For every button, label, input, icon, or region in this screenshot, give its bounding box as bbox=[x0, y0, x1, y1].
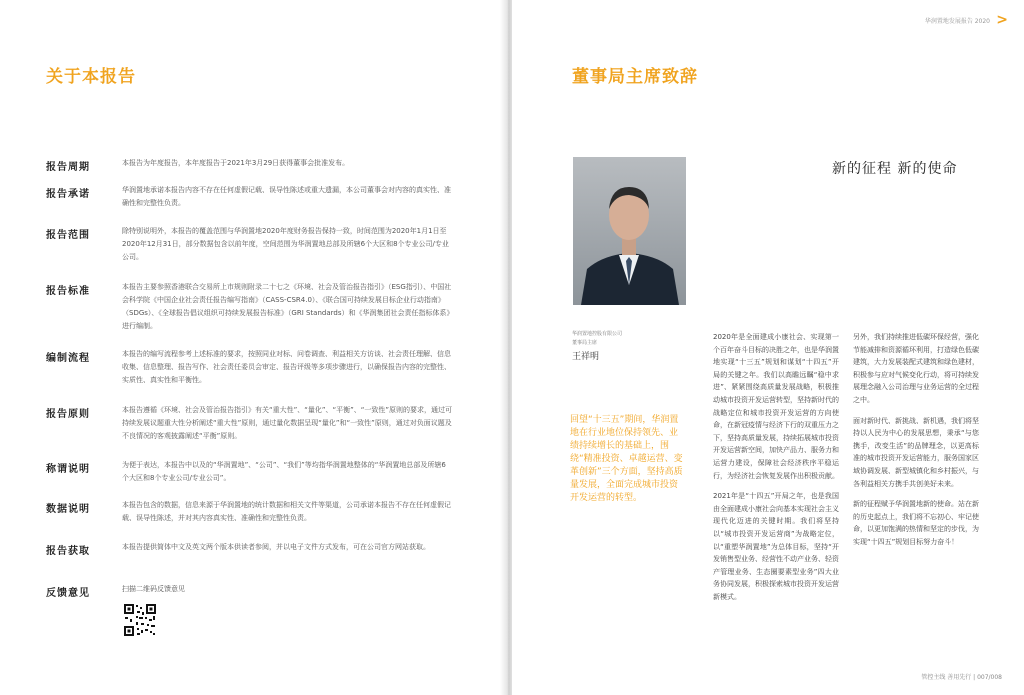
chairman-portrait bbox=[573, 157, 686, 305]
chairman-name: 王祥明 bbox=[572, 352, 600, 362]
row-label-scope: 报告范围 bbox=[46, 230, 90, 241]
row-text-scope: 除特别说明外，本报告的覆盖范围与华润置地2020年度财务报告保持一致，时间范围为2020年1月1日至2020年12月31日，部分数据包含以前年度，空间范围为华润置地总部及所辖6个大区和8个专业公司/专业公司。 bbox=[122, 227, 449, 261]
row-label-commitment: 报告承诺 bbox=[46, 189, 90, 200]
caption-org: 华润置地控股有限公司 bbox=[572, 331, 623, 337]
running-head: 华润置地发展报告 2020 bbox=[924, 18, 990, 25]
slogan: 新的征程 新的使命 bbox=[832, 161, 958, 177]
row-label-standard: 报告标准 bbox=[46, 286, 90, 297]
letter-paragraph: 面对新时代、新挑战、新机遇，我们将坚持以人民为中心的发展思想，秉承“与您携手，改变生活”的品牌理念，以更高标准的城市投资开发运营能力，服务国家区域协调发展、新型城镇化和乡村振兴，与各利益相关方携手共创美好未来。 bbox=[853, 416, 979, 488]
letter-paragraph: 2020年是全面建成小康社会、实现第一个百年奋斗目标的决胜之年，也是华润置地实现“十三五”规划和谋划“十四五”开局的关键之年。我们以高瞻远瞩“稳中求进”、紧紧围绕高质量发展战略，积极推动城市投资开发运营转型，坚持新时代的战略定位和城市投资开发运营的方向使命，在新冠疫情与经济下行的双重压力之下，坚持高质量发展，持续拓展城市投资开发运营新空间，加快产品力、服务力和运营力建设，保障社会经济秩序平稳运行，为经济社会恢复发展作出积极贡献。 bbox=[713, 333, 839, 480]
left-page bbox=[0, 0, 506, 695]
row-text-commitment: 华润置地承诺本报告内容不存在任何虚假记载、误导性陈述或重大遗漏，本公司董事会对内容的真实性、准确性和完整性负责。 bbox=[122, 186, 451, 207]
row-text-terms: 为便于表达，本报告中以及的“华润置地”、“公司”、“我们”等均指华润置地整体的“华润置地总部及所辖6个大区和8个专业公司/专业公司”。 bbox=[122, 461, 446, 482]
letter-paragraph: 2021年是“十四五”开局之年，也是我国由全面建成小康社会向基本实现社会主义现代化迈进的关键时期。我们将坚持以“城市投资开发运营商”为战略定位，以“重塑华润置地”为总体目标，坚持“开发销售型业务、经营性不动产业务、轻资产管理业务、生态圈要素型业务”四大业务协同发展，积极探索城市投资开发运营新模式。 bbox=[713, 492, 839, 601]
chevron-right-icon: > bbox=[996, 12, 1008, 28]
letter-paragraph: 新的征程赋予华润置地新的使命。站在新的历史起点上，我们将不忘初心、牢记使命，以更加饱满的热情和坚定的步伐，为实现“十四五”规划目标努力奋斗！ bbox=[853, 500, 979, 546]
page-title-about: 关于本报告 bbox=[46, 67, 136, 87]
row-label-feedback: 反馈意见 bbox=[46, 588, 90, 599]
letter-paragraph: 另外，我们持续推进低碳环保经营，强化节能减排和资源循环利用，打造绿色低碳建筑，大力发展装配式建筑和绿色建材，积极参与应对气候变化行动，将可持续发展理念融入公司治理与业务运营的全过程之中。 bbox=[853, 333, 979, 404]
row-label-period: 报告周期 bbox=[46, 162, 90, 173]
row-text-feedback: 扫描二维码反馈意见 bbox=[122, 585, 185, 593]
row-text-access: 本报告提供简体中文及英文两个版本供读者参阅，并以电子文件方式发布，可在公司官方网站获取。 bbox=[122, 543, 430, 551]
caption-role: 董事局主席 bbox=[572, 340, 598, 346]
pull-quote: 回望“十三五”期间，华润置地在行业地位保持领先、业绩持续增长的基础上，围绕“精准投资、卓越运营、变革创新”三个方面，坚持高质量发展，全面完成城市投资开发运营的转型。 bbox=[570, 415, 683, 503]
page-footer: 管控主线 善用先行 | 007/008 bbox=[921, 674, 1002, 681]
row-text-principle: 本报告遵循《环境、社会及管治报告指引》有关“重大性”、“量化”、“平衡”、“一致性”原则的要求，通过可持续发展议题重大性分析阐述“重大性”原则，通过量化数据呈现“量化”和“一致性”原则，通过对负面议题及不良情况的客观披露阐述“平衡”原则。 bbox=[122, 406, 453, 440]
row-text-data: 本报告包含的数据，信息来源于华润置地的统计数据和相关文件等渠道，公司承诺本报告不存在任何虚假记载、误导性陈述，并对其内容真实性、准确性和完整性负责。 bbox=[122, 501, 451, 522]
row-text-period: 本报告为年度报告，本年度报告于2021年3月29日获得董事会批准发布。 bbox=[122, 159, 350, 167]
letter-column-1 bbox=[713, 331, 839, 665]
qr-code-icon[interactable] bbox=[123, 603, 157, 637]
row-label-principle: 报告原则 bbox=[46, 409, 90, 420]
row-text-process: 本报告的编写流程参考上述标准的要求，按照同业对标、问卷调查、利益相关方访谈、社会责任理解、信息收集、信息整理、报告写作、社会责任委员会审定、报告评级等多项步骤进行，以确保报告内容的完整性、实质性、真实性和平衡性。 bbox=[122, 350, 451, 384]
row-label-data: 数据说明 bbox=[46, 504, 90, 515]
row-label-access: 报告获取 bbox=[46, 546, 90, 557]
letter-column-2 bbox=[853, 331, 979, 665]
row-label-process: 编制流程 bbox=[46, 353, 90, 364]
page-title-chairman: 董事局主席致辞 bbox=[572, 67, 698, 87]
row-label-terms: 称谓说明 bbox=[46, 464, 90, 475]
row-text-standard: 本报告主要参照香港联合交易所上市规则附录二十七之《环境、社会及管治报告指引》（ESG指引）、中国社会科学院《中国企业社会责任报告编写指南》（CASS-CSR4.0）、《联合国可持续发展目标企业行动指南》（SDGs）、《全球报告倡议组织可持续发展报告标准》（GRI Standards）和《华润集团社会责任指标体系》进行编制。 bbox=[122, 283, 452, 330]
